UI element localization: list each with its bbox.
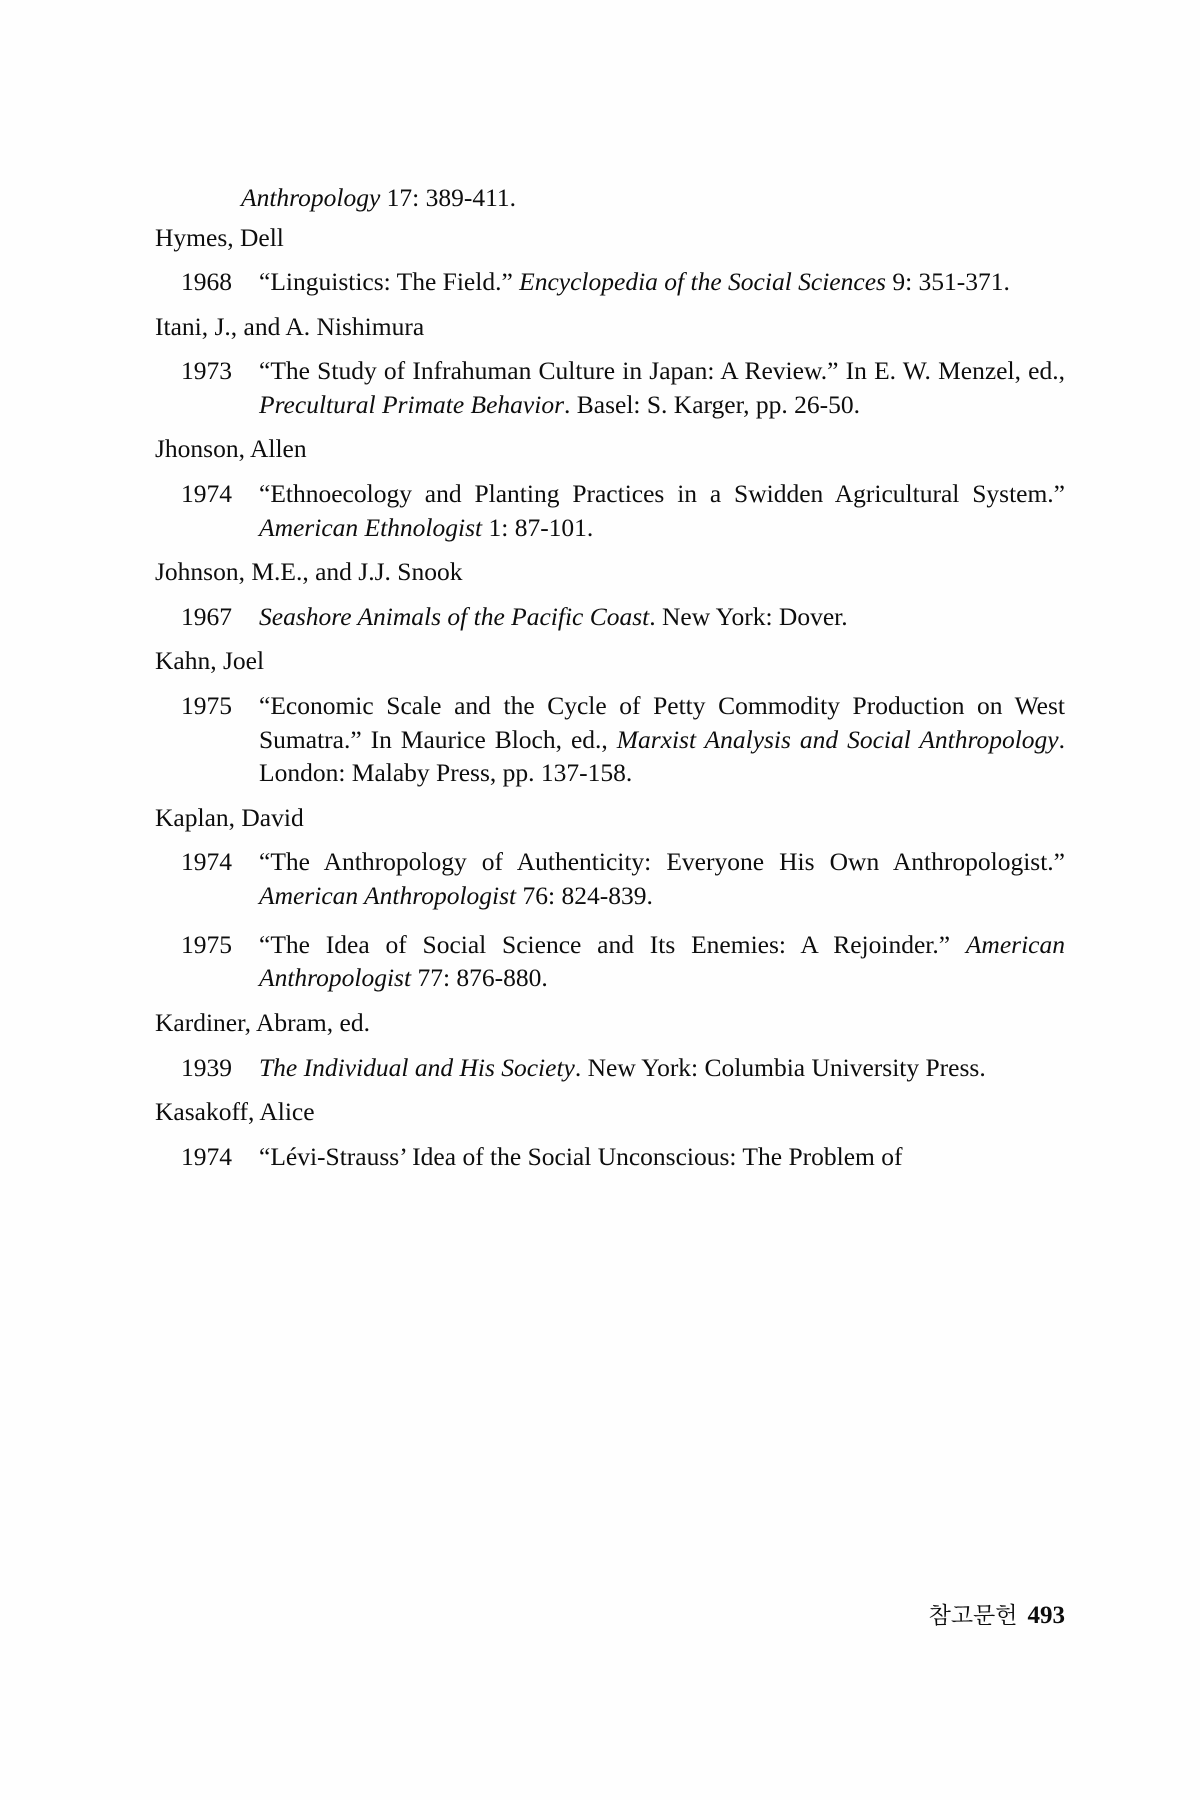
reference-text-segment: “Ethnoecology and Planting Practices in a Swidden Agricultural System.” <box>259 478 1065 508</box>
entry-reference <box>155 928 1065 995</box>
reference-text-segment: “The Study of Infrahuman Culture in Japan: A Review.” In E. W. Menzel, ed., <box>259 356 1065 386</box>
reference-text <box>259 845 1065 912</box>
reference-text-segment: 77: 876-880. <box>411 963 548 993</box>
entry-author: Itani, J., and A. Nishimura <box>155 311 425 341</box>
bibliography-entry <box>155 1010 1065 1084</box>
reference-text <box>259 354 1065 421</box>
reference-year: 1939 <box>181 1052 232 1082</box>
entry-reference <box>155 600 1065 634</box>
reference-text-segment: . London: Malaby Press, pp. 137-158. <box>259 724 1065 788</box>
continued-reference-rest: 17: 389-411. <box>380 183 517 212</box>
entry-reference <box>155 1140 1065 1174</box>
entry-author: Johnson, M.E., and J.J. Snook <box>155 557 463 587</box>
entry-author: Kahn, Joel <box>155 646 265 676</box>
reference-title-italic: The Individual and His Society <box>259 1052 575 1082</box>
bibliography-entry-list <box>155 222 1065 1174</box>
reference-title-italic: American Ethnologist <box>259 512 483 542</box>
entry-author: Hymes, Dell <box>155 222 284 252</box>
entry-reference <box>155 265 1065 299</box>
reference-title-italic: Seashore Animals of the Pacific Coast <box>259 601 650 631</box>
reference-text-segment: “Lévi-Strauss’ Idea of the Social Unconscious: The Problem of <box>259 1141 903 1171</box>
reference-year: 1974 <box>181 478 232 508</box>
bibliography-entry <box>155 222 1065 299</box>
reference-text-segment: “The Idea of Social Science and Its Enemies: A Rejoinder.” <box>259 929 966 959</box>
entry-reference <box>155 354 1065 421</box>
bibliography-entry <box>155 436 1065 544</box>
entry-author: Kardiner, Abram, ed. <box>155 1008 370 1038</box>
reference-text <box>259 477 1065 544</box>
entry-author: Jhonson, Allen <box>155 434 307 464</box>
reference-year: 1974 <box>181 1141 232 1171</box>
reference-title-italic: Encyclopedia of the Social Sciences <box>519 267 886 296</box>
bibliography-entry <box>155 802 1065 995</box>
reference-year: 1967 <box>181 601 232 631</box>
reference-year: 1973 <box>181 356 232 386</box>
reference-text-segment: 9: 351-371. <box>885 267 1010 296</box>
reference-title-italic: American Anthropologist <box>259 881 517 911</box>
reference-title-italic: American Anthropologist <box>259 929 1065 993</box>
reference-text-segment: . New York: Dover. <box>649 601 848 631</box>
reference-text-segment: 1: 87-101. <box>482 512 594 542</box>
reference-text-segment: 76: 824-839. <box>516 881 653 911</box>
reference-text <box>259 928 1065 995</box>
reference-text-segment: “Linguistics: The Field.” <box>259 267 520 296</box>
reference-text <box>259 1140 1065 1174</box>
bibliography-entry <box>155 648 1065 789</box>
entry-reference <box>155 1051 1065 1085</box>
reference-text <box>259 689 1065 790</box>
reference-year: 1974 <box>181 847 232 877</box>
reference-text <box>259 1051 1065 1085</box>
entry-reference <box>155 845 1065 912</box>
entry-author: Kaplan, David <box>155 802 304 832</box>
bibliography-entry <box>155 1099 1065 1173</box>
reference-year: 1975 <box>181 690 232 720</box>
reference-year: 1975 <box>181 929 232 959</box>
reference-text <box>259 265 1065 299</box>
reference-year: 1968 <box>181 267 232 296</box>
reference-text-segment: . New York: Columbia University Press. <box>574 1052 986 1082</box>
bibliography-content <box>155 185 1065 1188</box>
footer-section-label: 참고문헌 <box>928 1603 1018 1629</box>
continued-journal-title: Anthropology <box>241 183 381 212</box>
reference-text <box>259 600 1065 634</box>
entry-reference <box>155 689 1065 790</box>
reference-text-segment: “The Anthropology of Authenticity: Everyone His Own Anthropologist.” <box>259 847 1065 877</box>
page-number: 493 <box>1027 1602 1065 1629</box>
reference-text-segment: “Economic Scale and the Cycle of Petty Commodity Production on West Sumatra.” In Maurice Bloch, ed., <box>259 690 1065 754</box>
continued-reference-line <box>241 185 1065 211</box>
reference-title-italic: Precultural Primate Behavior <box>259 389 564 419</box>
reference-text-segment: . Basel: S. Karger, pp. 26-50. <box>564 389 860 419</box>
entry-reference <box>155 477 1065 544</box>
reference-title-italic: Marxist Analysis and Social Anthropology <box>616 724 1059 754</box>
entry-author: Kasakoff, Alice <box>155 1097 315 1127</box>
bibliography-entry <box>155 311 1065 422</box>
page-footer <box>0 1597 1065 1630</box>
bibliography-entry <box>155 559 1065 633</box>
